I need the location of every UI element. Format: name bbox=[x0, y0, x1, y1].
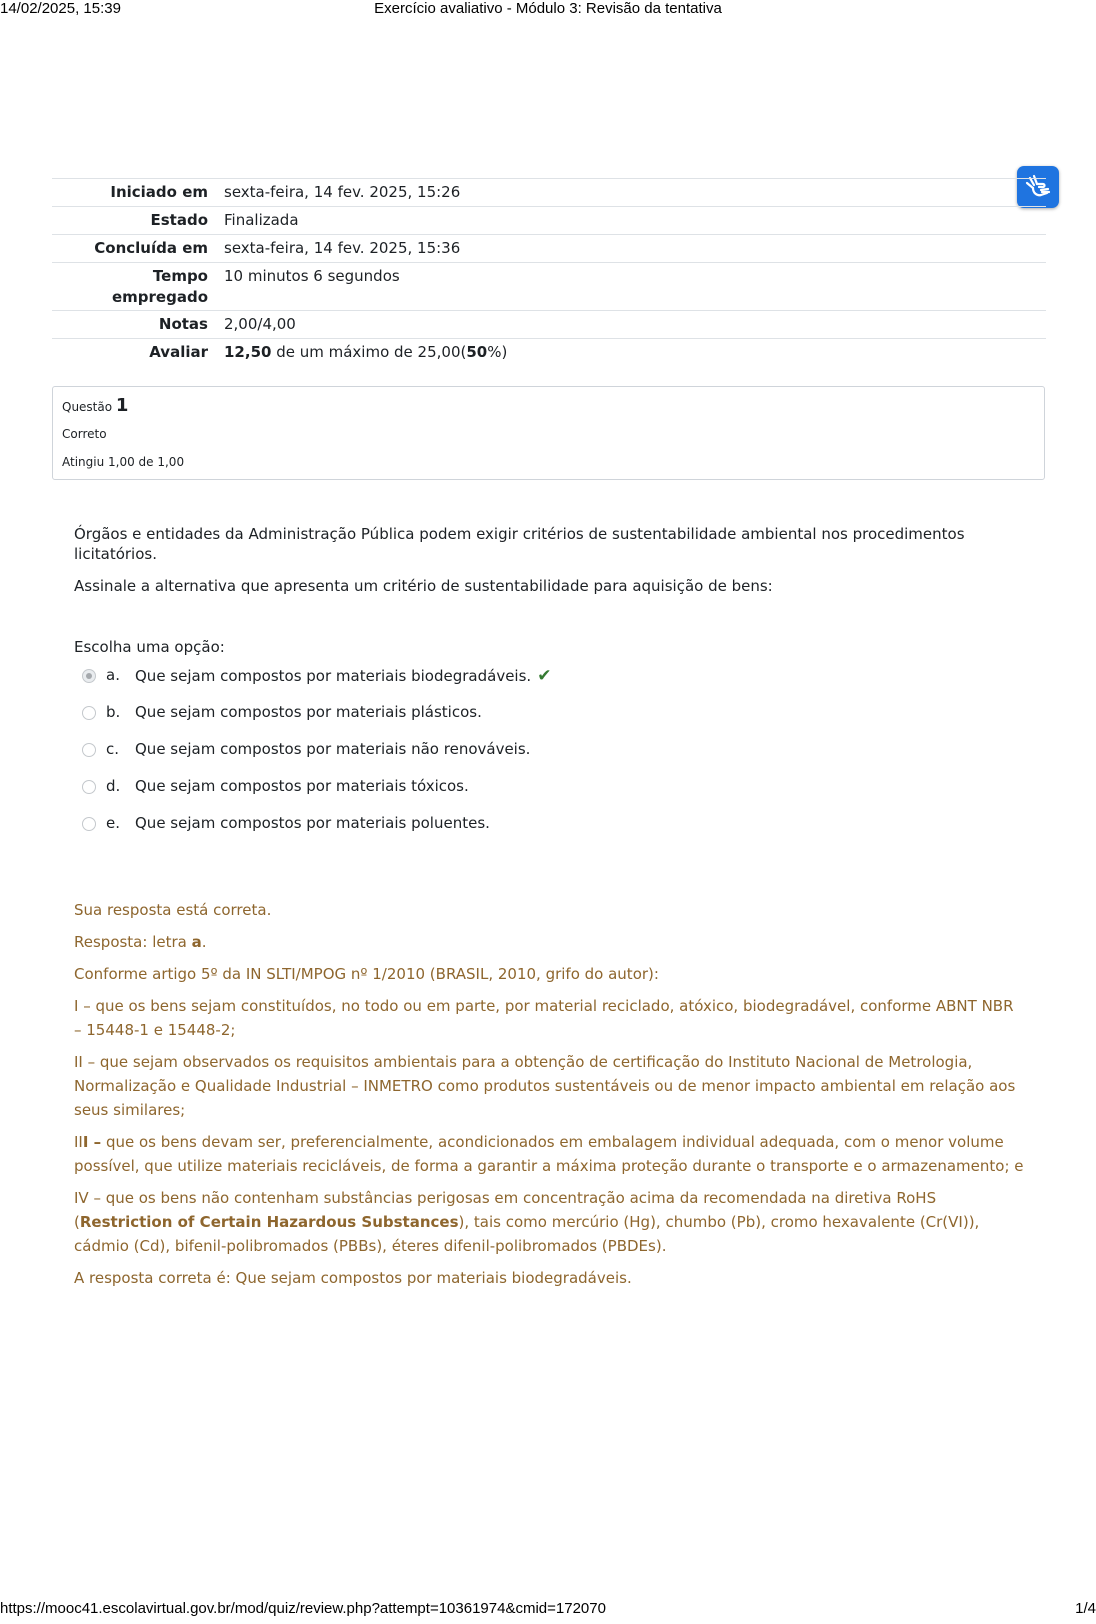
correct-check-icon: ✔ bbox=[537, 666, 552, 686]
radio[interactable] bbox=[82, 817, 96, 831]
summary-value: sexta-feira, 14 fev. 2025, 15:36 bbox=[224, 239, 461, 257]
radio[interactable] bbox=[82, 780, 96, 794]
summary-row-started bbox=[52, 179, 1046, 207]
feedback-intro: Conforme artigo 5º da IN SLTI/MPOG nº 1/2010 (BRASIL, 2010, grifo do autor): bbox=[74, 965, 659, 983]
radio-selected[interactable] bbox=[82, 669, 96, 683]
summary-row-marks bbox=[52, 311, 1046, 339]
print-header bbox=[0, 0, 1096, 20]
option-text: Que sejam compostos por materiais biodegradáveis. ✔ bbox=[135, 666, 552, 686]
question-grade: Atingiu 1,00 de 1,00 bbox=[62, 455, 185, 469]
option-letter: e. bbox=[106, 814, 120, 832]
summary-label: Concluída em bbox=[94, 239, 208, 257]
option-letter: a. bbox=[106, 666, 120, 684]
summary-row-grade bbox=[52, 339, 1046, 367]
question-paragraph: Órgãos e entidades da Administração Pública podem exigir critérios de sustentabilidade ambiental nos procedimentos licitatórios. bbox=[74, 525, 965, 563]
feedback-block bbox=[74, 898, 1024, 1298]
feedback-item-3: III – que os bens devam ser, preferencialmente, acondicionados em embalagem individual adequada, com o menor volume possível, que utilize materiais recicláveis, de forma a garantir a máxima proteção durante o transporte e o armazenamento; e bbox=[74, 1133, 1024, 1175]
attempt-summary-table bbox=[52, 178, 1046, 366]
option-letter: d. bbox=[106, 777, 121, 795]
summary-value: 10 minutos 6 segundos bbox=[224, 267, 400, 285]
summary-value: 2,00/4,00 bbox=[224, 315, 296, 333]
summary-label: Estado bbox=[150, 211, 208, 229]
print-url: https://mooc41.escolavirtual.gov.br/mod/quiz/review.php?attempt=10361974&cmid=172070 bbox=[0, 1600, 606, 1617]
print-page-title: Exercício avaliativo - Módulo 3: Revisão da tentativa bbox=[374, 0, 722, 17]
summary-row-completed bbox=[52, 235, 1046, 263]
print-datetime: 14/02/2025, 15:39 bbox=[0, 0, 121, 17]
question-text bbox=[74, 524, 1024, 608]
option-text: Que sejam compostos por materiais poluentes. bbox=[135, 814, 490, 832]
option-letter: c. bbox=[106, 740, 120, 758]
feedback-item-2: II – que sejam observados os requisitos ambientais para a obtenção de certificação do Instituto Nacional de Metrologia, Normalização e Qualidade Industrial – INMETRO como produtos sustentáveis ou de menor impacto ambiental em relação aos seus similares; bbox=[74, 1053, 1016, 1119]
summary-label: Avaliar bbox=[149, 343, 208, 361]
summary-row-time-taken bbox=[52, 263, 1046, 311]
radio[interactable] bbox=[82, 743, 96, 757]
summary-label: Tempo empregado bbox=[111, 267, 208, 306]
option-text: Que sejam compostos por materiais tóxicos. bbox=[135, 777, 469, 795]
question-state: Correto bbox=[62, 427, 107, 441]
choose-option-prompt: Escolha uma opção: bbox=[74, 638, 225, 656]
feedback-item-4: IV – que os bens não contenham substâncias perigosas em concentração acima da recomendada na diretiva RoHS (Restriction of Certain Hazardous Substances), tais como mercúrio (Hg), chumbo (Pb), cromo hexavalente (Cr(VI)), cádmio (Cd), bifenil-polibromados (PBBs), éteres difenil-polibromados (PBDEs). bbox=[74, 1189, 980, 1255]
summary-label: Iniciado em bbox=[110, 183, 208, 201]
feedback-correct-message: Sua resposta está correta. bbox=[74, 901, 272, 919]
feedback-item-1: I – que os bens sejam constituídos, no todo ou em parte, por material reciclado, atóxico, biodegradável, conforme ABNT NBR – 15448-1 e 15448-2; bbox=[74, 997, 1014, 1039]
option-text: Que sejam compostos por materiais plásticos. bbox=[135, 703, 482, 721]
summary-value: Finalizada bbox=[224, 211, 299, 229]
summary-row-state bbox=[52, 207, 1046, 235]
summary-value: 12,50 de um máximo de 25,00(50%) bbox=[224, 343, 508, 361]
option-text: Que sejam compostos por materiais não renováveis. bbox=[135, 740, 531, 758]
question-info-box bbox=[52, 386, 1045, 480]
feedback-right-answer: A resposta correta é: Que sejam compostos por materiais biodegradáveis. bbox=[74, 1269, 632, 1287]
radio[interactable] bbox=[82, 706, 96, 720]
print-page-number: 1/4 bbox=[1075, 1600, 1096, 1617]
summary-value: sexta-feira, 14 fev. 2025, 15:26 bbox=[224, 183, 461, 201]
feedback-answer: Resposta: letra a. bbox=[74, 933, 207, 951]
question-paragraph: Assinale a alternativa que apresenta um critério de sustentabilidade para aquisição de bens: bbox=[74, 577, 773, 595]
summary-label: Notas bbox=[158, 315, 208, 333]
question-number: Questão 1 bbox=[62, 395, 129, 416]
option-letter: b. bbox=[106, 703, 121, 721]
print-footer bbox=[0, 1600, 1096, 1620]
